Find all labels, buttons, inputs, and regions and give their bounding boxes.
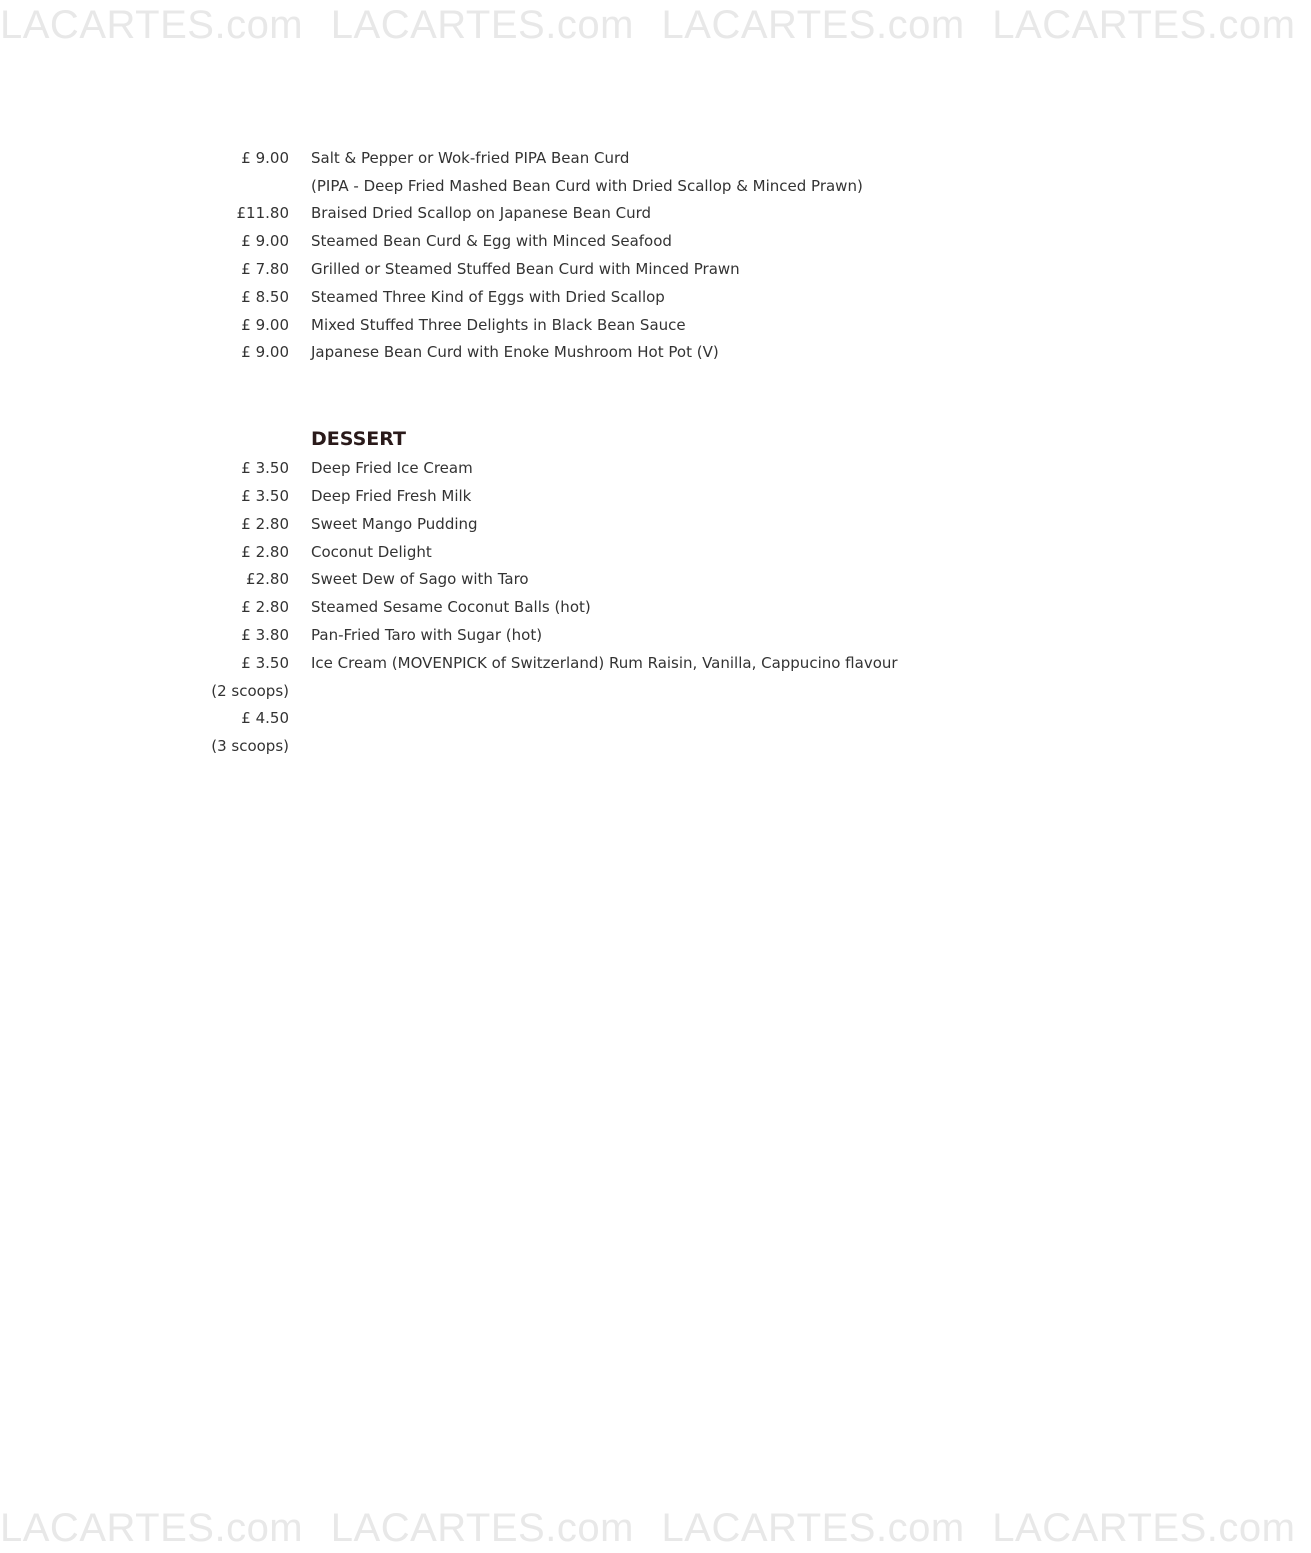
menu-item (0, 538, 1200, 566)
section-spacer (0, 366, 1200, 424)
item-price: (2 scoops) (211, 681, 289, 700)
item-price: £ 2.80 (241, 598, 289, 617)
item-price: £ 9.00 (241, 343, 289, 362)
item-name: Steamed Bean Curd & Egg with Minced Seafood (311, 232, 672, 251)
menu-item (0, 227, 1200, 255)
dessert-section (0, 424, 1200, 760)
item-price: (3 scoops) (211, 737, 289, 756)
menu-item (0, 510, 1200, 538)
item-name: Salt & Pepper or Wok-fried PIPA Bean Curd (311, 148, 630, 167)
menu-item (0, 677, 1200, 705)
item-price: £ 9.00 (241, 315, 289, 334)
menu-item (0, 311, 1200, 339)
item-price: £ 3.50 (241, 459, 289, 478)
bean-curd-section (0, 144, 1200, 366)
item-price: £ 9.00 (241, 148, 289, 167)
menu-item (0, 454, 1200, 482)
menu-item (0, 482, 1200, 510)
item-name: Mixed Stuffed Three Delights in Black Bean Sauce (311, 315, 686, 334)
watermark-text: LACARTES.com (330, 3, 634, 47)
watermark-text: LACARTES.com (661, 3, 965, 47)
item-price: £2.80 (246, 570, 289, 589)
menu-page (0, 144, 1200, 760)
menu-item (0, 255, 1200, 283)
item-name: Ice Cream (MOVENPICK of Switzerland) Rum Raisin, Vanilla, Cappucino flavour (311, 653, 898, 672)
watermark-bottom (0, 1503, 1296, 1553)
item-name: Pan-Fried Taro with Sugar (hot) (311, 626, 543, 645)
item-name: Sweet Mango Pudding (311, 514, 478, 533)
item-name: Deep Fried Ice Cream (311, 459, 473, 478)
menu-item (0, 283, 1200, 311)
menu-item (0, 593, 1200, 621)
menu-item (0, 732, 1200, 760)
menu-item (0, 649, 1200, 677)
item-price: £11.80 (236, 204, 289, 223)
item-name: Sweet Dew of Sago with Taro (311, 570, 529, 589)
menu-item (0, 621, 1200, 649)
menu-item (0, 566, 1200, 594)
watermark-text: LACARTES.com (0, 3, 304, 47)
item-price: £ 8.50 (241, 287, 289, 306)
menu-item (0, 339, 1200, 367)
watermark-text: LACARTES.com (992, 1506, 1296, 1550)
item-price: £ 3.50 (241, 653, 289, 672)
item-price: £ 4.50 (241, 709, 289, 728)
item-price: £ 3.80 (241, 626, 289, 645)
item-name: Coconut Delight (311, 542, 432, 561)
watermark-top (0, 0, 1296, 50)
item-price: £ 2.80 (241, 514, 289, 533)
watermark-text: LACARTES.com (330, 1506, 634, 1550)
menu-item (0, 144, 1200, 172)
menu-item (0, 172, 1200, 200)
item-name: Deep Fried Fresh Milk (311, 487, 472, 506)
item-price: £ 7.80 (241, 260, 289, 279)
item-name: Steamed Sesame Coconut Balls (hot) (311, 598, 591, 617)
menu-item (0, 200, 1200, 228)
watermark-text: LACARTES.com (661, 1506, 965, 1550)
item-price: £ 2.80 (241, 542, 289, 561)
menu-item (0, 705, 1200, 733)
watermark-text: LACARTES.com (0, 1506, 304, 1550)
item-price: £ 3.50 (241, 487, 289, 506)
item-name: (PIPA - Deep Fried Mashed Bean Curd with Dried Scallop & Minced Prawn) (311, 176, 863, 195)
item-name: Braised Dried Scallop on Japanese Bean Curd (311, 204, 652, 223)
watermark-text: LACARTES.com (992, 3, 1296, 47)
item-name: Japanese Bean Curd with Enoke Mushroom Hot Pot (V) (311, 343, 719, 362)
section-title: DESSERT (311, 428, 406, 451)
item-name: Grilled or Steamed Stuffed Bean Curd with Minced Prawn (311, 260, 740, 279)
item-name: Steamed Three Kind of Eggs with Dried Scallop (311, 287, 665, 306)
item-price: £ 9.00 (241, 232, 289, 251)
